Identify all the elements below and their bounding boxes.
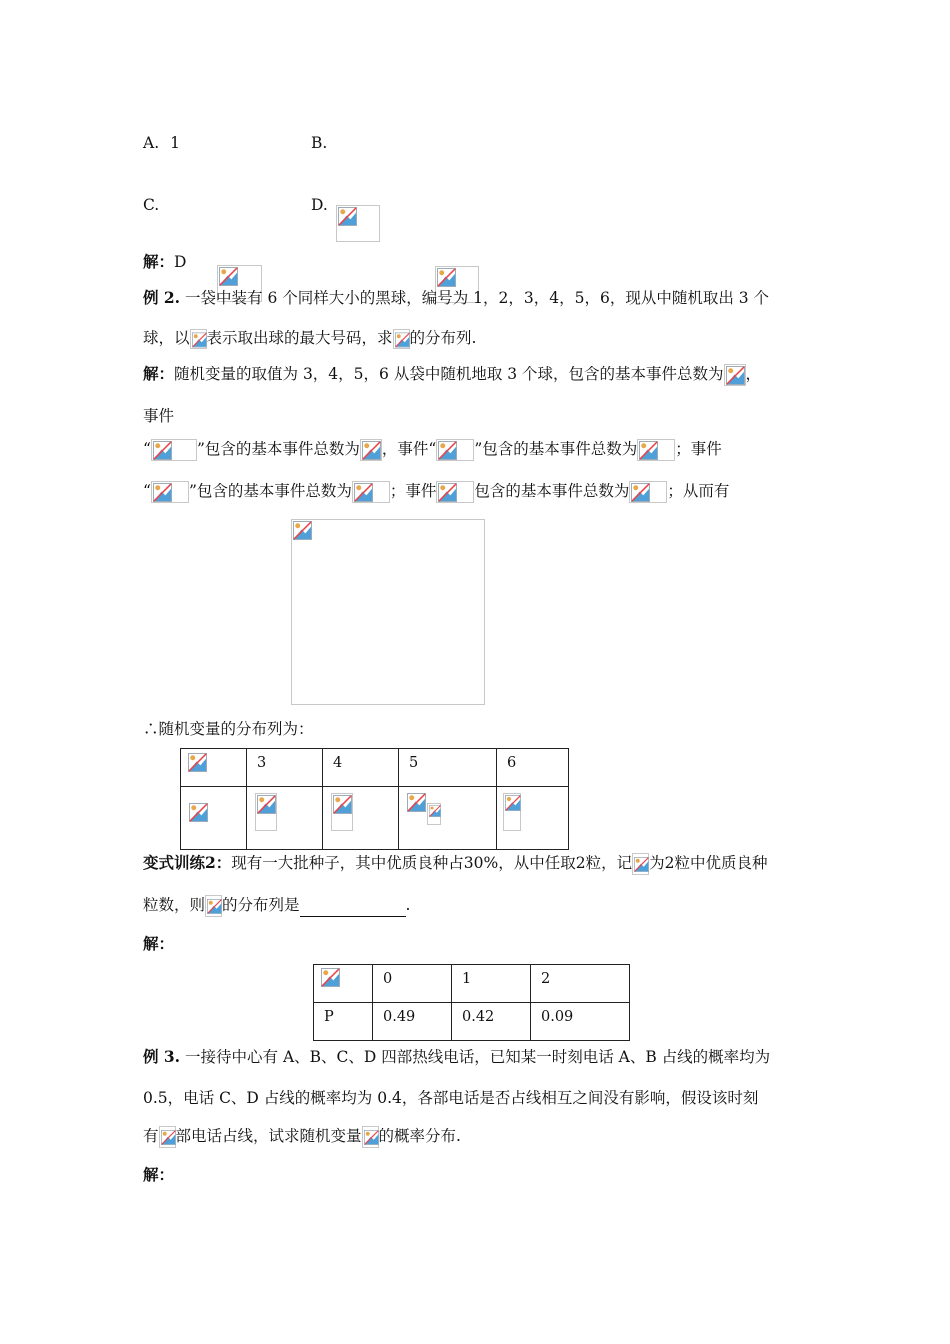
example-label: 例 3. (143, 1047, 181, 1066)
answer-line (143, 250, 186, 272)
text: “ (143, 482, 151, 500)
cell-value: 0.09 (541, 1009, 574, 1025)
table-cell (531, 965, 630, 1003)
text: 0.5，电话 C、D 占线的概率均为 0.4，各部电话是否占线相互之间没有影响，假设该时刻 (143, 1089, 759, 1107)
cell-value: 5 (409, 755, 419, 771)
choice-label: B. (311, 134, 328, 152)
table-cell (452, 965, 531, 1003)
table-cell (373, 1003, 452, 1041)
choice-label: C. (143, 196, 160, 214)
example2-line2 (143, 326, 476, 349)
text: 球，以 (143, 329, 190, 347)
table-cell (399, 749, 497, 787)
example3-line3 (143, 1124, 461, 1148)
text: ， (745, 365, 762, 383)
text: 随机变量的取值为 3，4，5，6 从袋中随机地取 3 个球，包含的基本事件总数为 (174, 365, 724, 383)
text: 部电话占线，试求随机变量 (175, 1127, 362, 1145)
broken-image-icon (159, 1126, 176, 1148)
answer-value: D (174, 253, 187, 271)
choice-a (143, 134, 180, 152)
example3-line1 (143, 1045, 770, 1067)
table-cell (323, 787, 399, 850)
cell-value: 4 (333, 755, 343, 771)
table-cell (314, 1003, 373, 1041)
broken-image-icon (190, 329, 207, 349)
table-row (181, 787, 569, 850)
text: 包含的基本事件总数为 (196, 482, 352, 500)
text: “ (143, 440, 151, 458)
broken-image-icon (393, 329, 410, 349)
solution2-line3 (143, 437, 722, 461)
cell-value: P (324, 1009, 334, 1025)
choice-c (143, 196, 159, 214)
answer3-label: 解： (143, 1165, 175, 1184)
broken-image-icon (352, 481, 390, 503)
table-row (314, 1003, 630, 1041)
table-cell (497, 749, 569, 787)
text: ∴随机变量的分布列为： (143, 720, 314, 738)
table-row (314, 965, 630, 1003)
text: 的分布列是 (222, 896, 300, 914)
answer-v2-label: 解： (143, 934, 175, 953)
broken-image-icon (436, 439, 474, 461)
broken-image-icon (362, 1126, 379, 1148)
broken-image-icon (427, 803, 441, 825)
text: ” (188, 482, 197, 500)
answer-blank[interactable] (300, 898, 406, 917)
table-cell (497, 787, 569, 850)
broken-image-icon (321, 968, 341, 988)
choice-label: D. (311, 196, 328, 214)
text: ；从而有 (667, 482, 730, 500)
broken-image-icon (724, 364, 746, 386)
solution2-line1 (143, 362, 761, 386)
text: . (405, 896, 411, 914)
broken-image-icon (151, 439, 197, 461)
broken-image-icon (436, 481, 474, 503)
broken-image-icon (331, 793, 353, 831)
table-cell (373, 965, 452, 1003)
cell-value: 0 (383, 971, 393, 987)
example3-line2 (143, 1086, 758, 1108)
broken-image-icon (205, 895, 222, 917)
text: 包含的基本事件总数为 (474, 482, 630, 500)
text: 包含的基本事件总数为 (482, 440, 638, 458)
broken-image-icon (407, 793, 429, 815)
answer-label: 解： (143, 252, 175, 271)
cell-value: 2 (541, 971, 551, 987)
broken-image-icon (637, 439, 675, 461)
table-cell (247, 749, 323, 787)
broken-image-icon (189, 803, 209, 823)
broken-image-icon (151, 481, 189, 503)
choice-value: 1 (170, 134, 180, 152)
variant2-line1 (143, 851, 768, 875)
broken-image-icon (632, 853, 649, 875)
broken-image-icon (188, 753, 208, 773)
broken-image-icon (255, 793, 277, 831)
text: ；事件 (675, 440, 722, 458)
cell-value: 0.49 (383, 1009, 416, 1025)
cell-value: 3 (257, 755, 267, 771)
table-cell (399, 787, 497, 850)
text: 的分布列. (409, 329, 477, 347)
broken-image-icon (291, 519, 485, 705)
text: 的概率分布. (378, 1127, 461, 1145)
text: ；事件 (389, 482, 437, 500)
text: 事件 (143, 407, 175, 425)
broken-image-icon (336, 205, 380, 242)
table-row (181, 749, 569, 787)
distribution-table-1 (180, 748, 569, 850)
solution2-line2 (143, 404, 174, 426)
text: 现有一大批种子，其中优质良种占30%，从中任取2粒，记 (231, 854, 633, 872)
cell-value: 1 (462, 971, 472, 987)
text: 有 (143, 1127, 159, 1145)
example-text: 一袋中装有 6 个同样大小的黑球，编号为 1，2，3，4，5，6，现从中随机取出 3 个 (185, 289, 770, 307)
text: 粒数，则 (143, 896, 206, 914)
table-cell (452, 1003, 531, 1041)
table-cell (181, 749, 247, 787)
broken-image-icon (360, 439, 382, 461)
choice-b (311, 134, 327, 152)
table-cell (531, 1003, 630, 1041)
distribution-table-2 (313, 964, 630, 1041)
solution2-line4 (143, 479, 729, 503)
solution-label: 解： (143, 364, 175, 383)
text: ，事件“ (381, 440, 437, 458)
text: 一接待中心有 A、B、C、D 四部热线电话，已知某一时刻电话 A、B 占线的概率均为 (185, 1048, 771, 1066)
cell-value: 0.42 (462, 1009, 495, 1025)
text: 包含的基本事件总数为 (204, 440, 360, 458)
table-cell (314, 965, 373, 1003)
table-cell (181, 787, 247, 850)
cell-value: 6 (507, 755, 517, 771)
example-label: 例 2. (143, 288, 181, 307)
variant2-line2 (143, 893, 410, 917)
example2-line1 (143, 286, 769, 308)
table-cell (247, 787, 323, 850)
variant-label: 变式训练2： (143, 853, 232, 872)
table-cell (323, 749, 399, 787)
broken-image-icon (629, 481, 667, 503)
text: 为2粒中优质良种 (649, 854, 768, 872)
text: 表示取出球的最大号码，求 (206, 329, 393, 347)
text: ” (474, 440, 483, 458)
choice-label: A. (143, 134, 160, 152)
choice-d (311, 196, 328, 214)
text: ” (196, 440, 205, 458)
distribution-intro (143, 717, 314, 739)
broken-image-icon (503, 793, 521, 831)
